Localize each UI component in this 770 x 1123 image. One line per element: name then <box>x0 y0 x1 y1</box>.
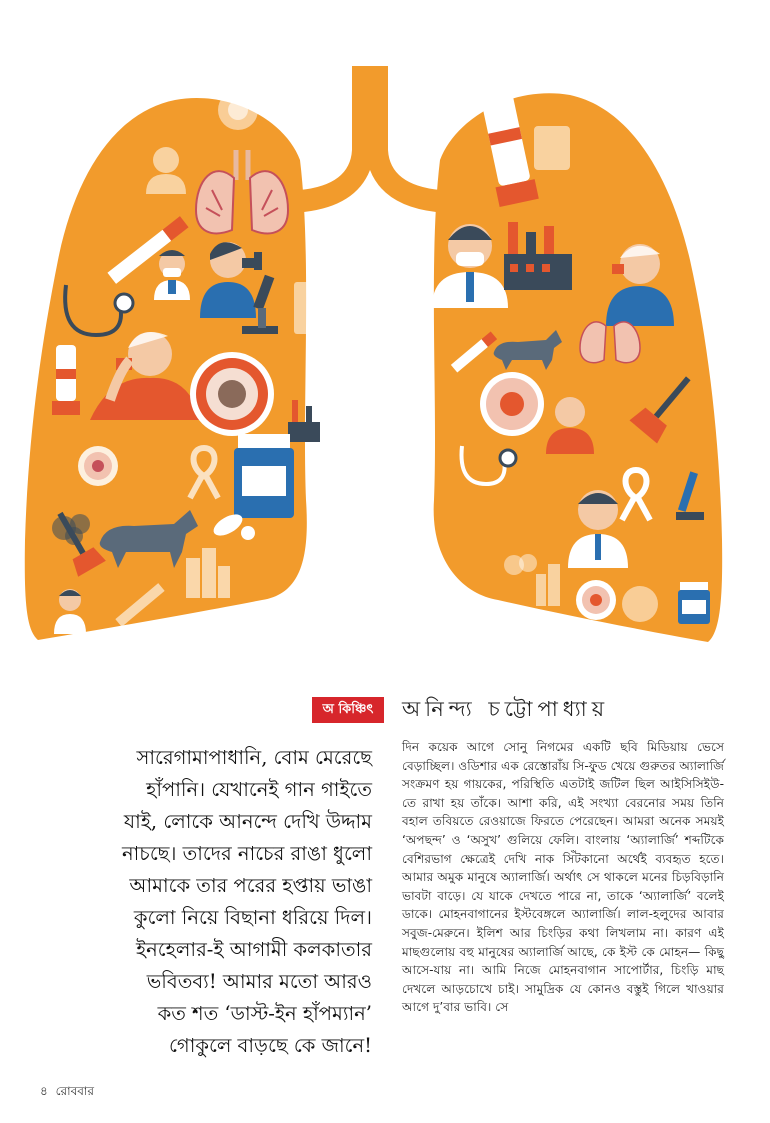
trachea <box>300 66 440 212</box>
inhaler-icon <box>294 282 314 334</box>
pollen-icon <box>480 372 544 436</box>
medicine-bottle-icon <box>234 434 294 518</box>
author-byline: অনিন্দ্য চট্টোপাধ্যায় <box>402 697 610 721</box>
inhaler-icon <box>52 345 80 415</box>
page-number: ৪ <box>40 1084 48 1098</box>
section-tag: অ কিঞ্চিৎ <box>312 697 384 723</box>
pollen-icon <box>622 586 658 622</box>
pollen-icon <box>190 352 274 436</box>
article-body: দিন কয়েক আগে সোনু নিগমের একটি ছবি মিডিয়ায় ভেসে বেড়াচ্ছিল। ওডিশার এক রেস্তোরাঁয় সি-ফুড খেয়ে গুরুতর অ্যালার্জি সংক্রমণ হয় গায়কের, পরিস্থিতি এতটাই জটিল ছিল আইসিসিইউ-তে রাখা হয় তাঁকে। আশা করি, এই সংখ্যা বেরনোর সময় তিনি বহাল তবিয়তে রেওয়াজে ফিরতে পেরেছেন। আমরা অনেক সময়ই ‘অপছন্দ’ ও ‘অসুখ’ গুলিয়ে ফেলি। বাংলায় ‘অ্যালার্জি’ শব্দটিকে বেশিরভাগ ক্ষেত্রেই দেখি নাক সিঁটকানো অর্থেই ব্যবহৃত হতে। আমার অমুক মানুষে অ্যালার্জি। অর্থাৎ সে থাকলে মনের চিড়বিড়ানি ভাবটা বাড়ে। যে যাকে দেখতে পারে না, তাকে ‘অ্যালার্জি’ বলেই ডাকে। মোহনবাগানের ইস্টবেঙ্গলে অ্যালার্জি। লাল-হলুদের আবার সবুজ-মেরুনে। ইলিশ আর চিংড়ির কথা লিখলাম না। কারণ এই মাছগুলোয় বহু মানুষের অ্যালার্জি আছে, কে ইস্ট কে মোহন— কিছু আসে-যায় না। আমি নিজে মোহনবাগান সাপোর্টার, চিংড়ি মাছ দেখলে আড়চোখে চাই। সামুদ্রিক যে কোনও বস্তুই গিলে খাওয়ার আগে দু’বার ভাবি। সে <box>402 740 724 1015</box>
pills-icon <box>534 126 570 170</box>
pollen-icon <box>78 446 118 486</box>
medicine-bottle-icon <box>678 582 710 624</box>
page-footer <box>40 1083 98 1103</box>
magazine-name: রোববার <box>55 1084 95 1098</box>
pollen-icon <box>218 90 258 130</box>
pollen-icon <box>576 580 616 620</box>
pull-quote: সারেগামাপাধানি, বোম মেরেছে হাঁপানি। যেখানেই গান গাইতে যাই, লোকে আনন্দে দেখি উদ্দাম নাচছে। তাদের নাচের রাঙা ধুলো আমাকে তার পরের হপ্তায় ভাঙা কুলো নিয়ে বিছানা ধরিয়ে দিল। ইনহেলার-ই আগামী কলকাতার ভবিতব্য! আমার মতো আরও কত শত ‘ডাস্ট-ইন হাঁপম্যান’ গোকুলে বাড়ছে কে জানে! <box>122 746 372 1057</box>
